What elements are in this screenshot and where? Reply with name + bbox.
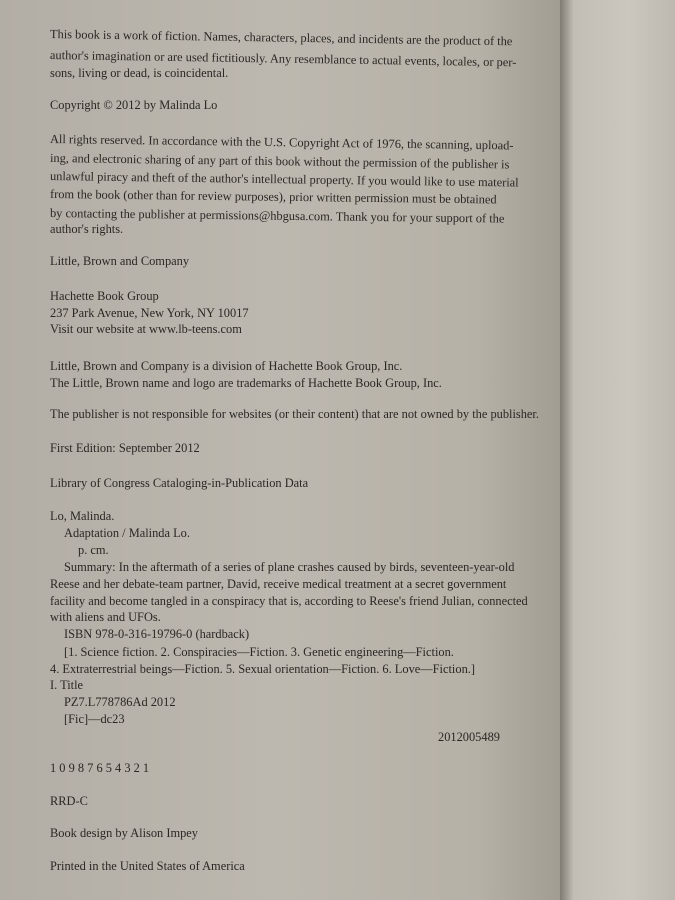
- cip-dewey: [Fic]—dc23: [64, 712, 125, 726]
- cip-isbn: ISBN 978-0-316-19796-0 (hardback): [64, 627, 250, 641]
- division-line-2: The Little, Brown name and logo are trademarks of Hachette Book Group, Inc.: [50, 376, 442, 390]
- cip-subjects-line-1: [1. Science fiction. 2. Conspiracies—Fiction. 3. Genetic engineering—Fiction.: [64, 645, 454, 659]
- cip-pcm: p. cm.: [78, 543, 109, 557]
- rights-line-5: by contacting the publisher at permissions@hbgusa.com. Thank you for your support of the: [49, 206, 505, 226]
- cip-summary-line-4: with aliens and UFOs.: [50, 610, 161, 624]
- cip-subjects-line-2: 4. Extraterrestrial beings—Fiction. 5. Sexual orientation—Fiction. 6. Love—Fiction.]: [50, 662, 475, 676]
- address-line-2: 237 Park Avenue, New York, NY 10017: [50, 306, 249, 320]
- cip-summary-line-2: Reese and her debate-team partner, David, receive medical treatment at a secret government: [50, 577, 507, 591]
- cip-lccn: 2012005489: [438, 730, 500, 744]
- fiction-notice-line-1: This book is a work of fiction. Names, characters, places, and incidents are the product of the: [49, 27, 513, 49]
- book-design-credit: Book design by Alison Impey: [50, 826, 198, 840]
- cip-heading: Library of Congress Cataloging-in-Publication Data: [50, 476, 309, 490]
- cip-author: Lo, Malinda.: [50, 509, 115, 523]
- cip-summary-line-1: Summary: In the aftermath of a series of plane crashes caused by birds, seventeen-year-old: [64, 560, 515, 574]
- fiction-notice-line-3: sons, living or dead, is coincidental.: [50, 66, 229, 80]
- cip-class-number: PZ7.L778786Ad 2012: [64, 695, 176, 709]
- printer-code: RRD-C: [50, 794, 88, 808]
- edition-line: First Edition: September 2012: [50, 441, 200, 455]
- fiction-notice-line-2: author's imagination or are used fictitiously. Any resemblance to actual events, locales, or per-: [49, 48, 517, 70]
- cip-summary-line-3: facility and become tangled in a conspiracy that is, according to Reese's friend Julian, connected: [50, 594, 528, 608]
- rights-line-1: All rights reserved. In accordance with the U.S. Copyright Act of 1976, the scanning, upload-: [49, 132, 514, 153]
- cip-title-entry: I. Title: [50, 678, 84, 692]
- cip-title: Adaptation / Malinda Lo.: [64, 526, 190, 540]
- division-line-1: Little, Brown and Company is a division of Hachette Book Group, Inc.: [50, 359, 403, 373]
- rights-line-6: author's rights.: [50, 222, 124, 236]
- disclaimer-line: The publisher is not responsible for websites (or their content) that are not owned by the publisher.: [50, 407, 539, 421]
- rights-line-4: from the book (other than for review purposes), prior written permission must be obtained: [49, 187, 497, 207]
- rights-line-2: ing, and electronic sharing of any part of this book without the permission of the publisher is: [49, 151, 510, 172]
- address-line-1: Hachette Book Group: [50, 289, 159, 303]
- rights-line-3: unlawful piracy and theft of the author's intellectual property. If you would like to use material: [49, 169, 519, 190]
- address-line-3: Visit our website at www.lb-teens.com: [50, 322, 242, 336]
- facing-page-edge: [560, 0, 675, 900]
- printed-in-line: Printed in the United States of America: [50, 859, 245, 873]
- imprint-line: Little, Brown and Company: [50, 254, 190, 268]
- print-line: 1 0 9 8 7 6 5 4 3 2 1: [50, 761, 150, 775]
- copyright-line: Copyright © 2012 by Malinda Lo: [50, 98, 218, 112]
